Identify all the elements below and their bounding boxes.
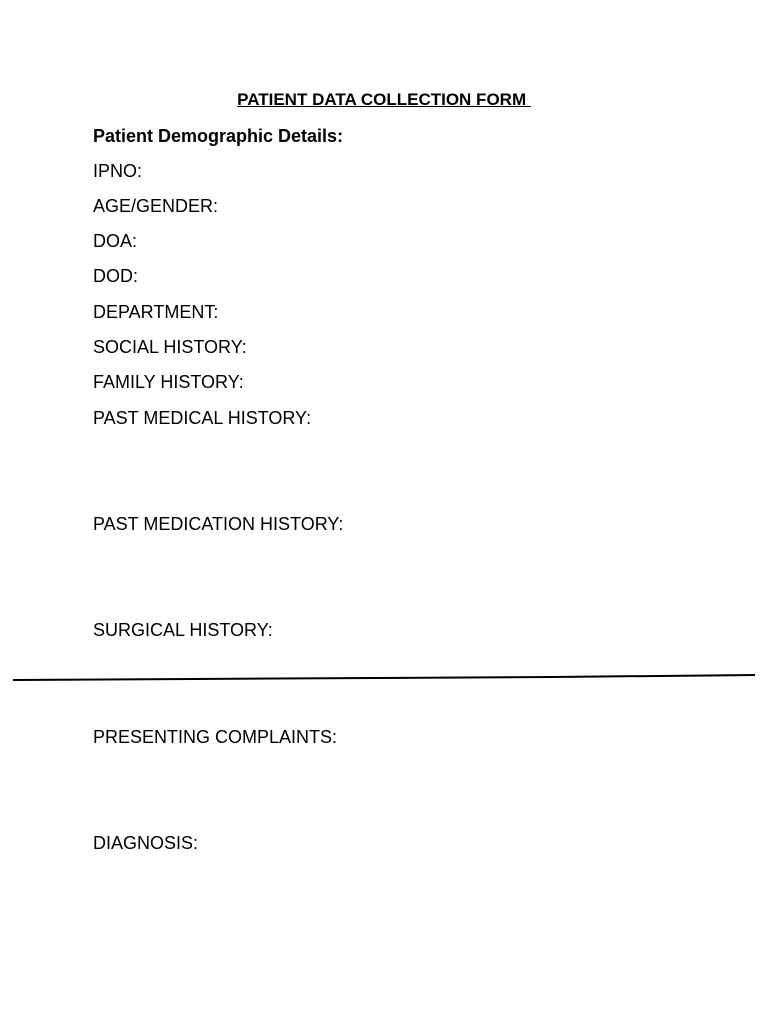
field-ipno-label: IPNO: [93, 161, 143, 181]
field-department-label: DEPARTMENT: [93, 302, 219, 322]
field-doa-label: DOA: [93, 231, 138, 251]
demographic-section-heading: Patient Demographic Details: [93, 126, 344, 146]
field-surgical-history-label: SURGICAL HISTORY: [93, 620, 273, 640]
field-social-history-label: SOCIAL HISTORY: [93, 337, 247, 357]
horizontal-divider [13, 668, 755, 688]
field-family-history-label: FAMILY HISTORY: [93, 372, 244, 392]
field-presenting-complaints-label: PRESENTING COMPLAINTS: [93, 727, 338, 747]
field-past-medication-history-label: PAST MEDICATION HISTORY: [93, 514, 344, 534]
field-age-gender-label: AGE/GENDER: [93, 196, 219, 216]
form-title: PATIENT DATA COLLECTION FORM [237, 90, 531, 109]
field-past-medical-history-label: PAST MEDICAL HISTORY: [93, 408, 312, 428]
field-diagnosis-label: DIAGNOSIS: [93, 833, 199, 853]
field-dod-label: DOD: [93, 266, 138, 286]
